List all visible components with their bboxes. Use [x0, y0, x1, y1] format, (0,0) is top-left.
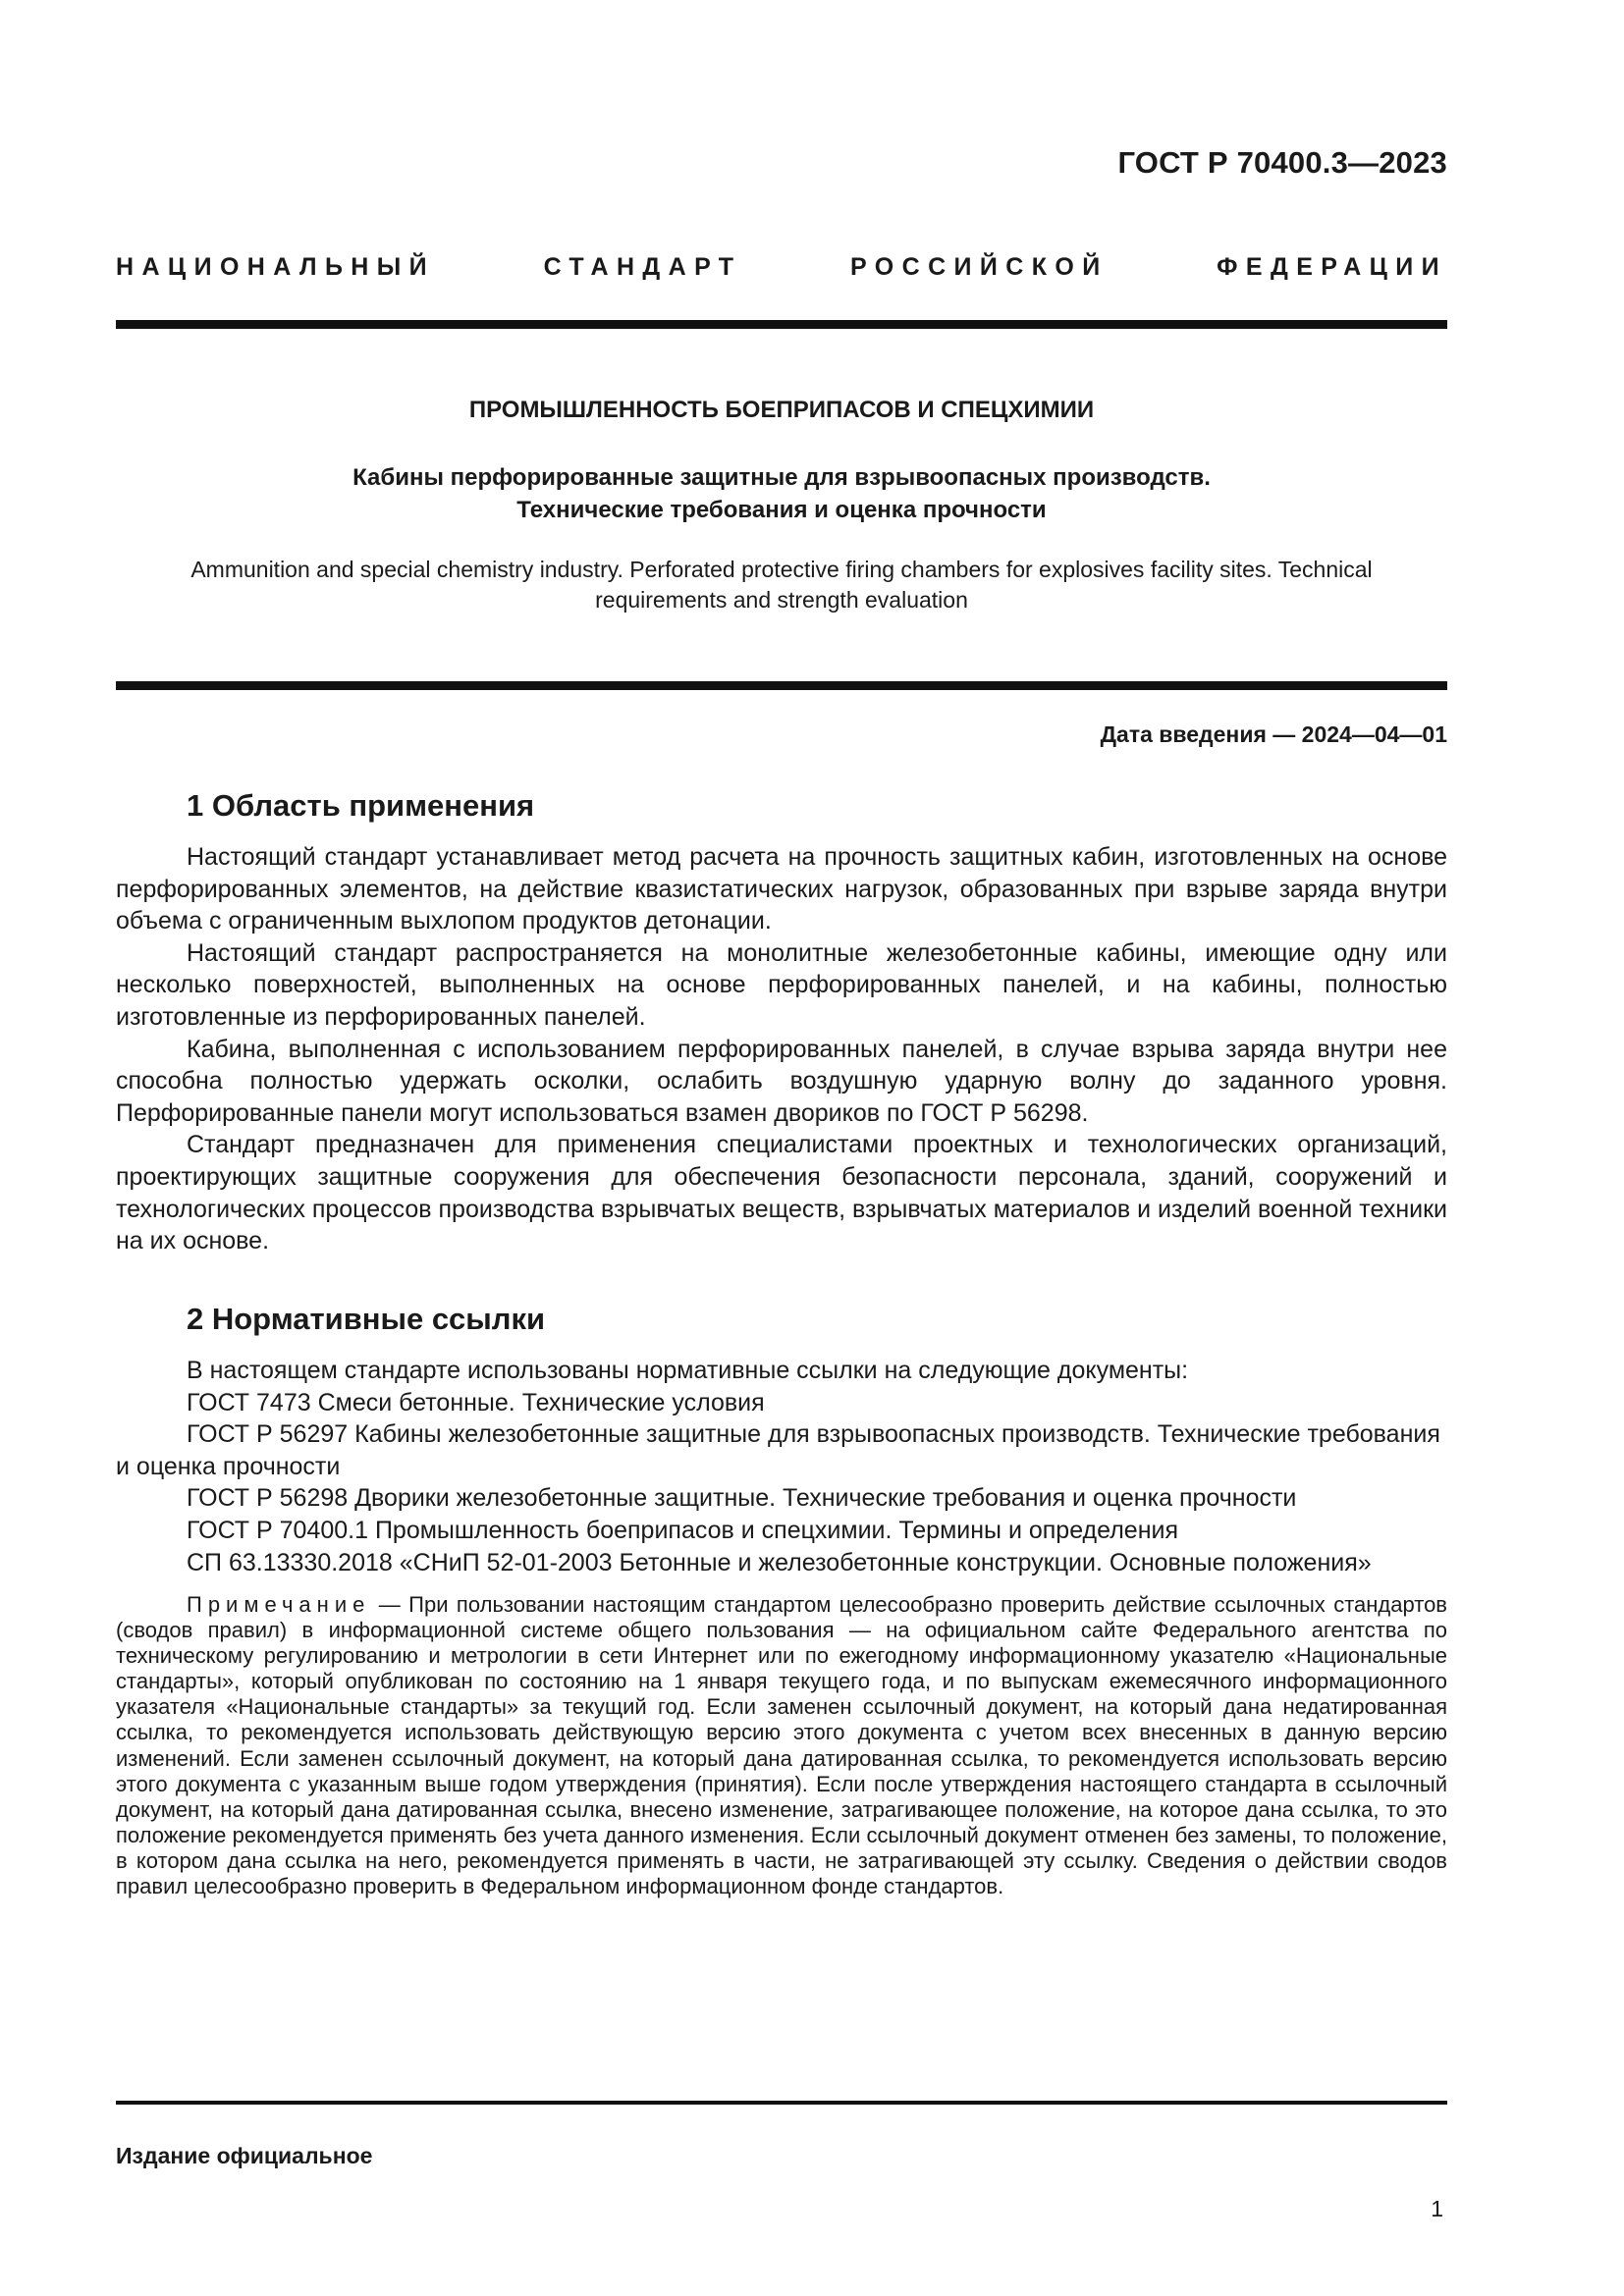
english-title-line-2: requirements and strength evaluation	[595, 587, 968, 613]
section-1-paragraph: Настоящий стандарт распространяется на монолитные железобетонные кабины, имеющие одну или несколько поверхностей, выполненных на основе перфорированных панелей, и на кабины, полностью изготовленные из перфорированных панелей.	[116, 938, 1447, 1031]
reference-item: ГОСТ Р 56297 Кабины железобетонные защитные для взрывоопасных производств. Технические требования и оценка прочности	[116, 1420, 1440, 1480]
references-intro: В настоящем стандарте использованы нормативные ссылки на следующие документы:	[187, 1357, 1189, 1384]
section-1-paragraph: Настоящий стандарт устанавливает метод расчета на прочность защитных кабин, изготовленных на основе перфорированных элементов, на действие квазистатических нагрузок, образованных при взрыве заряда внутри объема с ограниченным выхлопом продуктов детонации.	[116, 843, 1447, 935]
subtitle	[116, 461, 1447, 526]
reference-item: ГОСТ Р 56298 Дворики железобетонные защитные. Технические требования и оценка прочности	[187, 1484, 1297, 1513]
document-number: ГОСТ Р 70400.3—2023	[1117, 145, 1447, 180]
subtitle-line-1: Кабины перфорированные защитные для взрывоопасных производств.	[352, 464, 1211, 491]
section-1-body	[116, 841, 1447, 1257]
main-title: ПРОМЫШЛЕННОСТЬ БОЕПРИПАСОВ И СПЕЦХИМИИ	[468, 397, 1095, 423]
header-divider	[116, 320, 1447, 329]
english-title-line-1: Ammunition and special chemistry industry. Perforated protective firing chambers for explosives facility sites. Technical	[190, 557, 1373, 582]
section-1-paragraph: Кабина, выполненная с использованием перфорированных панелей, в случае взрыва заряда внутри нее способна полностью удержать осколки, ослабить воздушную ударную волну до заданного уровня. Перфорированные панели могут использоваться взамен двориков по ГОСТ Р 56298.	[116, 1035, 1447, 1127]
normative-references	[116, 1355, 1447, 1578]
note-text: — При пользовании настоящим стандартом целесообразно проверить действие ссылочных стандартов (сводов правил) в информационной системе общего пользования — на официальном сайте Федерального агентства по техническому регулированию и метрологии в сети Интернет или по ежегодному информационному указателю «Национальные стандарты», который опубликован по состоянию на 1 января текущего года, и по выпускам ежемесячного информационного указателя «Национальные стандарты» за текущий год. Если заменен ссылочный документ, на который дана недатированная ссылка, то рекомендуется использовать действующую версию этого документа с учетом всех внесенных в данную версию изменений. Если заменен ссылочный документ, на который дана датированная ссылка, то рекомендуется использовать версию этого документа с указанным выше годом утверждения (принятия). Если после утверждения настоящего стандарта в ссылочный документ, на который дана датированная ссылка, внесено изменение, затрагивающее положение, на которое дана ссылка, то это положение рекомендуется применять без учета данного изменения. Если ссылочный документ отменен без замены, то положение, в котором дана ссылка на него, рекомендуется применять в части, не затрагивающей эту ссылку. Сведения о действии сводов правил целесообразно проверить в Федеральном информационном фонде стандартов.	[116, 1592, 1447, 1899]
subtitle-line-2: Технические требования и оценка прочности	[516, 497, 1047, 523]
page-number: 1	[1431, 2196, 1443, 2221]
official-edition: Издание официальное	[116, 2143, 373, 2168]
note-label: Примечание	[187, 1592, 371, 1617]
footer-divider	[116, 2101, 1447, 2105]
reference-item: СП 63.13330.2018 «СНиП 52-01-2003 Бетонные и железобетонные конструкции. Основные положения»	[187, 1548, 1372, 1576]
reference-item: ГОСТ 7473 Смеси бетонные. Технические условия	[187, 1388, 765, 1416]
note	[116, 1592, 1447, 1899]
section-1-paragraph: Стандарт предназначен для применения специалистами проектных и технологических организаций, проектирующих защитные сооружения для обеспечения безопасности персонала, зданий, сооружений и технологических процессов производства взрывчатых веществ, взрывчатых материалов и изделий военной техники на их основе.	[116, 1131, 1447, 1255]
title-divider	[116, 681, 1447, 690]
reference-item: ГОСТ Р 70400.1 Промышленность боеприпасов и спецхимии. Термины и определения	[187, 1516, 1179, 1544]
english-title	[128, 555, 1435, 615]
national-standard-banner: НАЦИОНАЛЬНЫЙ СТАНДАРТ РОССИЙСКОЙ ФЕДЕРАЦИИ	[116, 253, 1447, 281]
section-1-heading: 1 Область применения	[187, 788, 535, 823]
introduction-date: Дата введения — 2024—04—01	[1100, 721, 1447, 747]
section-2-heading: 2 Нормативные ссылки	[187, 1302, 546, 1336]
